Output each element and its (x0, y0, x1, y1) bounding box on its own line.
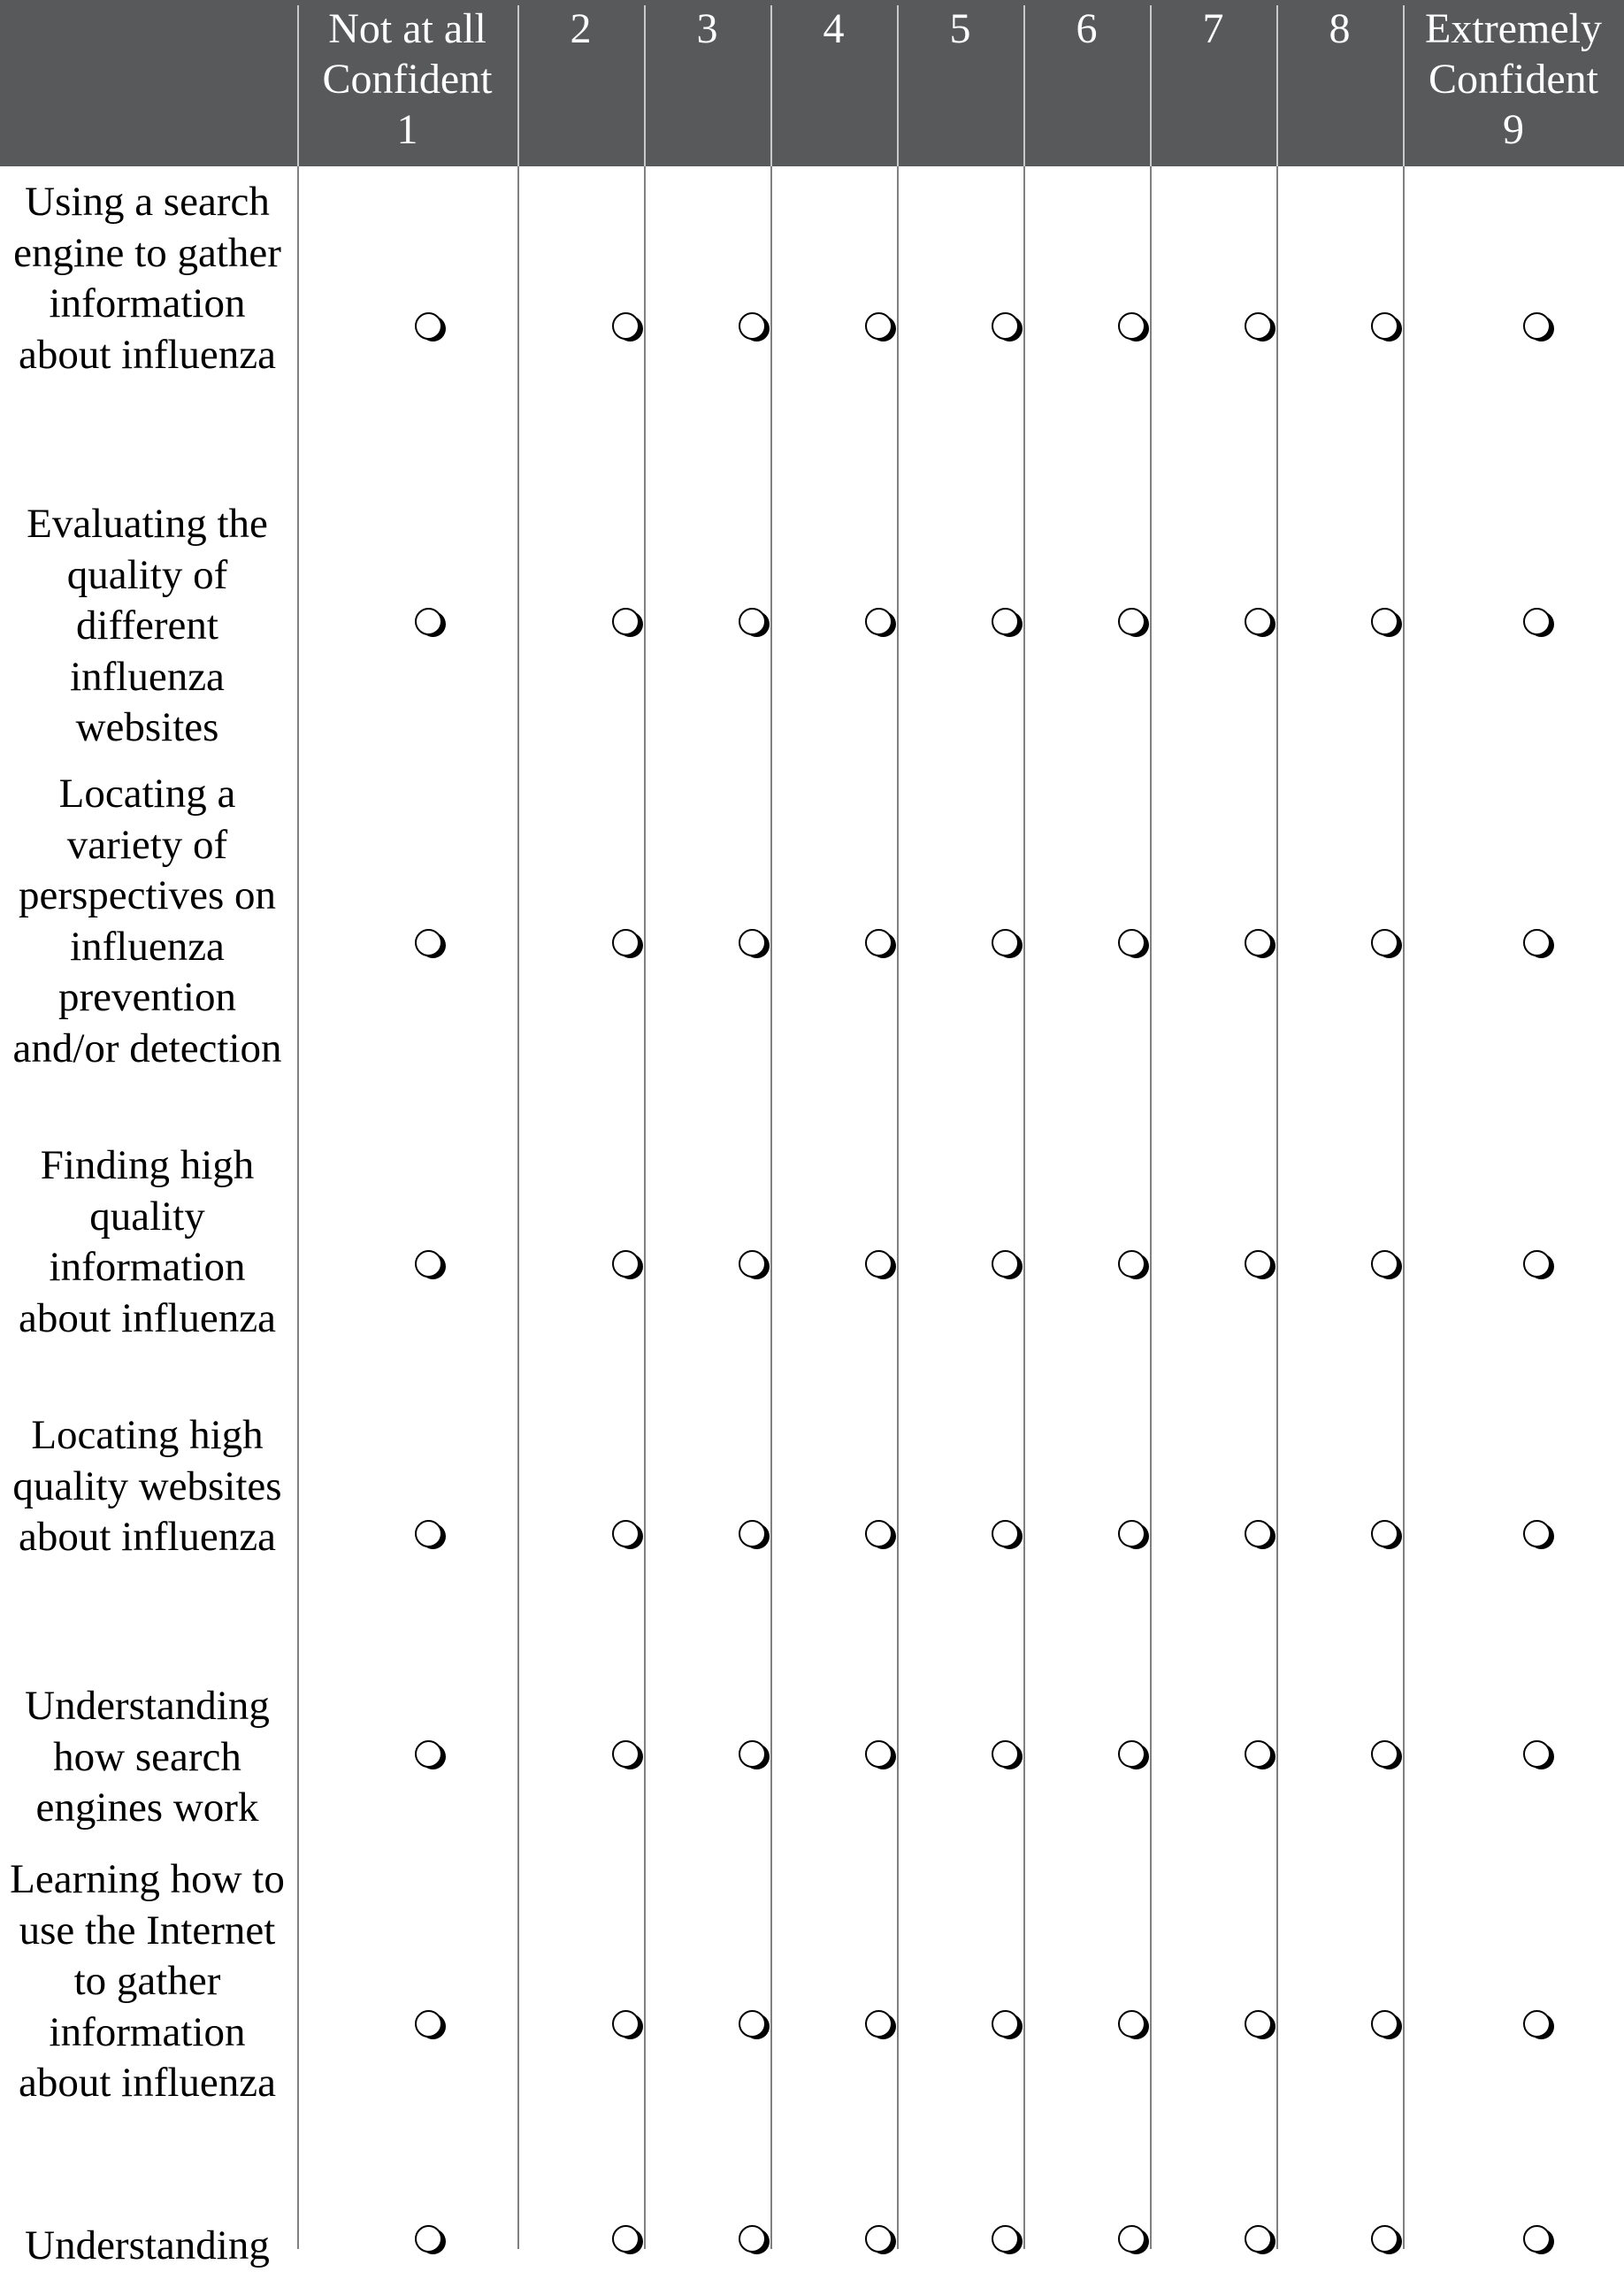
radio-option-5[interactable] (992, 312, 1019, 340)
row-label: Locating a variety of perspectives on influenza prevention and/or detection (12, 771, 282, 1071)
radio-option-5[interactable] (992, 608, 1019, 635)
radio-option-8[interactable] (1371, 1520, 1398, 1547)
radio-option-4[interactable] (865, 1740, 892, 1768)
column-divider (897, 166, 899, 2249)
row-label: Understanding (25, 2222, 270, 2268)
radio-option-8[interactable] (1371, 2225, 1398, 2253)
row-label: Understanding how search engines work (25, 1683, 270, 1831)
radio-option-2[interactable] (612, 1740, 640, 1768)
column-header-1: Not at all Confident 1 (322, 5, 493, 153)
radio-option-2[interactable] (612, 608, 640, 635)
radio-option-4[interactable] (865, 1520, 892, 1547)
radio-option-9[interactable] (1523, 929, 1551, 956)
column-header-8: 8 (1329, 5, 1351, 52)
column-header-4: 4 (823, 5, 845, 52)
radio-option-1[interactable] (415, 2010, 442, 2038)
radio-option-5[interactable] (992, 1520, 1019, 1547)
radio-option-7[interactable] (1245, 929, 1272, 956)
radio-option-3[interactable] (739, 2225, 766, 2253)
column-divider (517, 166, 519, 2249)
radio-option-4[interactable] (865, 929, 892, 956)
radio-option-8[interactable] (1371, 1740, 1398, 1768)
radio-option-1[interactable] (415, 2225, 442, 2253)
radio-option-5[interactable] (992, 1250, 1019, 1278)
radio-option-8[interactable] (1371, 929, 1398, 956)
radio-option-9[interactable] (1523, 608, 1551, 635)
radio-option-5[interactable] (992, 2010, 1019, 2038)
radio-option-7[interactable] (1245, 1740, 1272, 1768)
column-header-7: 7 (1202, 5, 1224, 52)
radio-option-1[interactable] (415, 1250, 442, 1278)
radio-option-9[interactable] (1523, 2010, 1551, 2038)
radio-option-7[interactable] (1245, 2225, 1272, 2253)
column-divider (1150, 166, 1152, 2249)
radio-option-7[interactable] (1245, 1250, 1272, 1278)
column-header-3: 3 (696, 5, 718, 52)
radio-option-5[interactable] (992, 2225, 1019, 2253)
radio-option-7[interactable] (1245, 1520, 1272, 1547)
radio-option-6[interactable] (1118, 1250, 1145, 1278)
radio-option-5[interactable] (992, 1740, 1019, 1768)
radio-option-6[interactable] (1118, 312, 1145, 340)
radio-option-2[interactable] (612, 312, 640, 340)
radio-option-2[interactable] (612, 2225, 640, 2253)
radio-option-3[interactable] (739, 929, 766, 956)
radio-option-2[interactable] (612, 2010, 640, 2038)
radio-option-1[interactable] (415, 1740, 442, 1768)
row-label: Locating high quality websites about influenza (12, 1412, 282, 1560)
column-header-5: 5 (949, 5, 971, 52)
radio-option-1[interactable] (415, 1520, 442, 1547)
column-header-6: 6 (1076, 5, 1098, 52)
row-label: Finding high quality information about influenza (18, 1142, 277, 1341)
radio-option-6[interactable] (1118, 608, 1145, 635)
column-divider (1403, 166, 1405, 2249)
column-header-2: 2 (570, 5, 592, 52)
radio-option-8[interactable] (1371, 1250, 1398, 1278)
radio-option-7[interactable] (1245, 2010, 1272, 2038)
radio-option-1[interactable] (415, 312, 442, 340)
radio-option-3[interactable] (739, 608, 766, 635)
radio-option-9[interactable] (1523, 1740, 1551, 1768)
radio-option-4[interactable] (865, 2010, 892, 2038)
radio-option-4[interactable] (865, 1250, 892, 1278)
column-divider (770, 166, 772, 2249)
radio-option-9[interactable] (1523, 312, 1551, 340)
column-divider (297, 166, 299, 2249)
row-label: Learning how to use the Internet to gather information about influenza (10, 1856, 285, 2106)
radio-option-6[interactable] (1118, 929, 1145, 956)
column-header-9: Extremely Confident 9 (1425, 5, 1602, 153)
radio-option-4[interactable] (865, 608, 892, 635)
radio-option-6[interactable] (1118, 1740, 1145, 1768)
radio-option-3[interactable] (739, 2010, 766, 2038)
radio-option-3[interactable] (739, 1740, 766, 1768)
radio-option-1[interactable] (415, 608, 442, 635)
row-label: Using a search engine to gather information about influenza (13, 179, 281, 378)
column-divider (1276, 166, 1278, 2249)
radio-option-3[interactable] (739, 1520, 766, 1547)
radio-option-2[interactable] (612, 1520, 640, 1547)
column-divider (644, 166, 646, 2249)
radio-option-8[interactable] (1371, 608, 1398, 635)
radio-option-3[interactable] (739, 1250, 766, 1278)
row-label: Evaluating the quality of different influenza websites (27, 501, 268, 750)
radio-option-5[interactable] (992, 929, 1019, 956)
radio-option-8[interactable] (1371, 312, 1398, 340)
radio-option-9[interactable] (1523, 2225, 1551, 2253)
radio-option-7[interactable] (1245, 608, 1272, 635)
radio-option-2[interactable] (612, 929, 640, 956)
radio-option-9[interactable] (1523, 1520, 1551, 1547)
radio-option-2[interactable] (612, 1250, 640, 1278)
column-divider (1023, 166, 1025, 2249)
radio-option-3[interactable] (739, 312, 766, 340)
radio-option-4[interactable] (865, 2225, 892, 2253)
radio-option-7[interactable] (1245, 312, 1272, 340)
radio-option-6[interactable] (1118, 1520, 1145, 1547)
radio-option-1[interactable] (415, 929, 442, 956)
radio-option-8[interactable] (1371, 2010, 1398, 2038)
radio-option-6[interactable] (1118, 2010, 1145, 2038)
radio-option-4[interactable] (865, 312, 892, 340)
radio-option-6[interactable] (1118, 2225, 1145, 2253)
radio-option-9[interactable] (1523, 1250, 1551, 1278)
